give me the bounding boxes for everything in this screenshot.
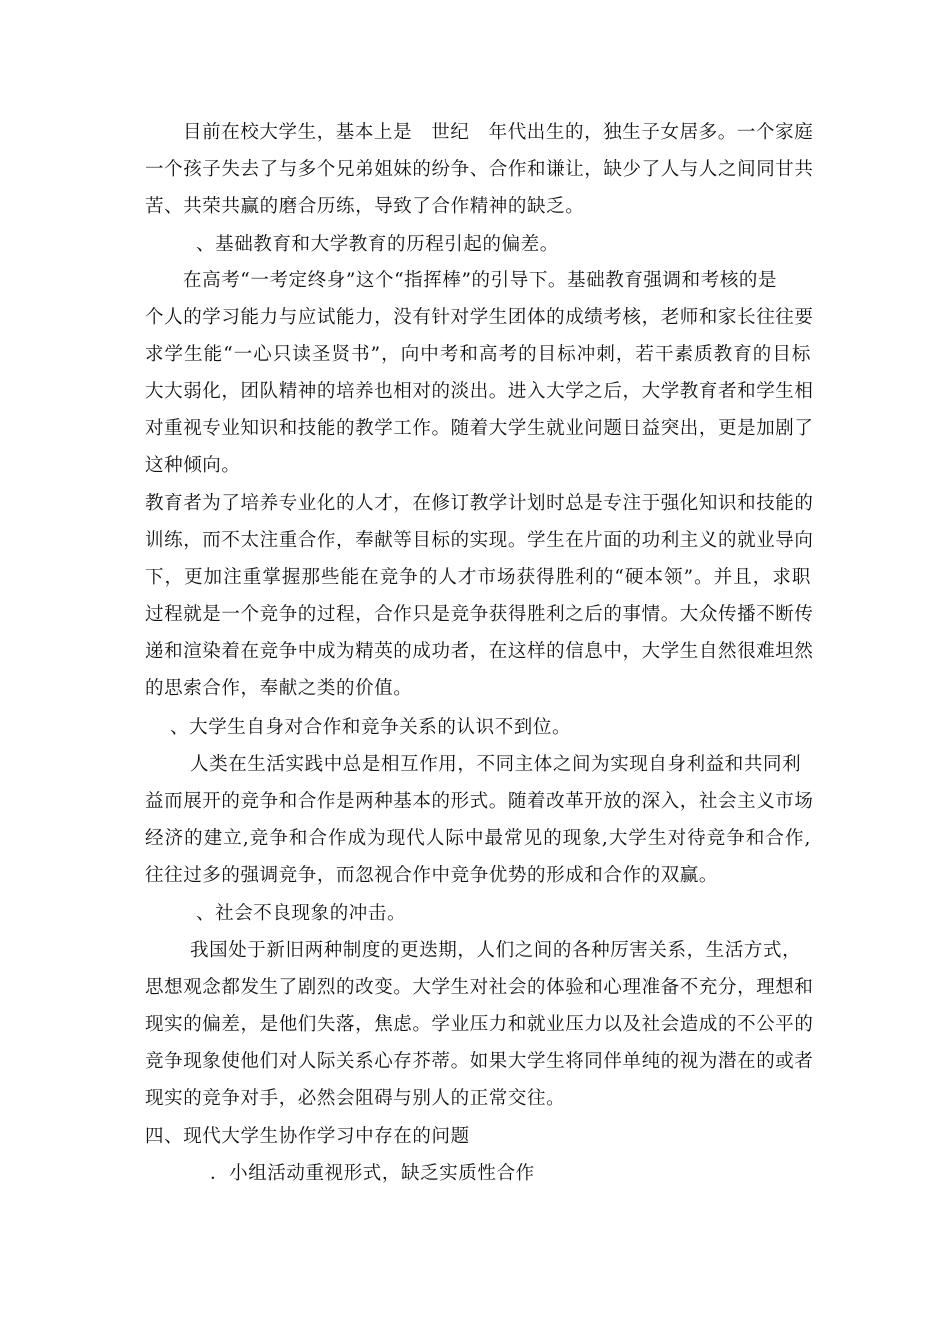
paragraph-line: 求学生能“一心只读圣贤书”，向中考和高考的目标冲刺，若干素质教育的目标 xyxy=(145,344,811,365)
paragraph-line: 在高考“一考定终身”这个“指挥棒”的引导下。基础教育强调和考核的是 xyxy=(183,270,778,291)
paragraph-line: 训练，而不太注重合作，奉献等目标的实现。学生在片面的功利主义的就业导向 xyxy=(145,530,814,551)
paragraph-line: 大大弱化，团队精神的培养也相对的淡出。进入大学之后，大学教育者和学生相 xyxy=(145,381,814,402)
paragraph-line: 个人的学习能力与应试能力，没有针对学生团体的成绩考核，老师和家长往往要 xyxy=(145,307,814,328)
paragraph-line: 下，更加注重掌握那些能在竞争的人才市场获得胜利的“硬本领”。并且，求职 xyxy=(145,567,811,588)
paragraph-line: 经济的建立,竞争和合作成为现代人际中最常见的现象,大学生对待竞争和合作, xyxy=(145,828,811,849)
paragraph-line: 递和渲染着在竞争中成为精英的成功者，在这样的信息中，大学生自然很难坦然 xyxy=(145,641,814,662)
paragraph-line: 一个孩子失去了与多个兄弟姐妹的纷争、合作和谦让，缺少了人与人之间同甘共 xyxy=(145,159,814,180)
paragraph-line: 过程就是一个竞争的过程，合作只是竞争获得胜利之后的事情。大众传播不断传 xyxy=(145,604,814,625)
paragraph-line: 苦、共荣共赢的磨合历练，导致了合作精神的缺乏。 xyxy=(145,196,585,217)
paragraph-line: 往往过多的强调竞争，而忽视合作中竞争优势的形成和合作的双赢。 xyxy=(145,865,719,886)
paragraph-line: 竞争现象使他们对人际关系心存芥蒂。如果大学生将同伴单纯的视为潜在的或者 xyxy=(145,1051,814,1072)
paragraph-line: 人类在生活实践中总是相互作用，不同主体之间为实现自身利益和共同利 xyxy=(190,754,802,775)
paragraph-line: 教育者为了培养专业化的人才，在修订教学计划时总是专注于强化知识和技能的 xyxy=(145,493,814,514)
paragraph-line: 思想观念都发生了剧烈的改变。大学生对社会的体验和心理准备不充分，理想和 xyxy=(145,977,814,998)
paragraph-line: 目前在校大学生，基本上是 世纪 年代出生的，独生子女居多。一个家庭 xyxy=(183,122,814,143)
section-heading: 、社会不良现象的冲击。 xyxy=(196,903,407,924)
paragraph-line: 对重视专业知识和技能的教学工作。随着大学生就业问题日益突出，更是加剧了 xyxy=(145,418,814,439)
paragraph-line: 益而展开的竞争和合作是两种基本的形式。随着改革开放的深入，社会主义市场 xyxy=(145,791,814,812)
paragraph-line: 现实的偏差，是他们失落，焦虑。学业压力和就业压力以及社会造成的不公平的 xyxy=(145,1014,814,1035)
subsection-heading: ．小组活动重视形式，缺乏实质性合作 xyxy=(210,1163,535,1184)
paragraph-line: 的思索合作，奉献之类的价值。 xyxy=(145,678,413,699)
paragraph-line: 我国处于新旧两种制度的更迭期，人们之间的各种厉害关系，生活方式， xyxy=(190,940,802,961)
paragraph-line: 现实的竞争对手，必然会阻碍与别人的正常交往。 xyxy=(145,1088,566,1109)
section-heading: 、大学生自身对合作和竞争关系的认识不到位。 xyxy=(170,717,572,738)
paragraph-line: 这种倾向。 xyxy=(145,455,241,476)
section-heading: 、基础教育和大学教育的历程引起的偏差。 xyxy=(196,234,559,255)
chapter-heading: 四、现代大学生协作学习中存在的问题 xyxy=(145,1126,470,1147)
